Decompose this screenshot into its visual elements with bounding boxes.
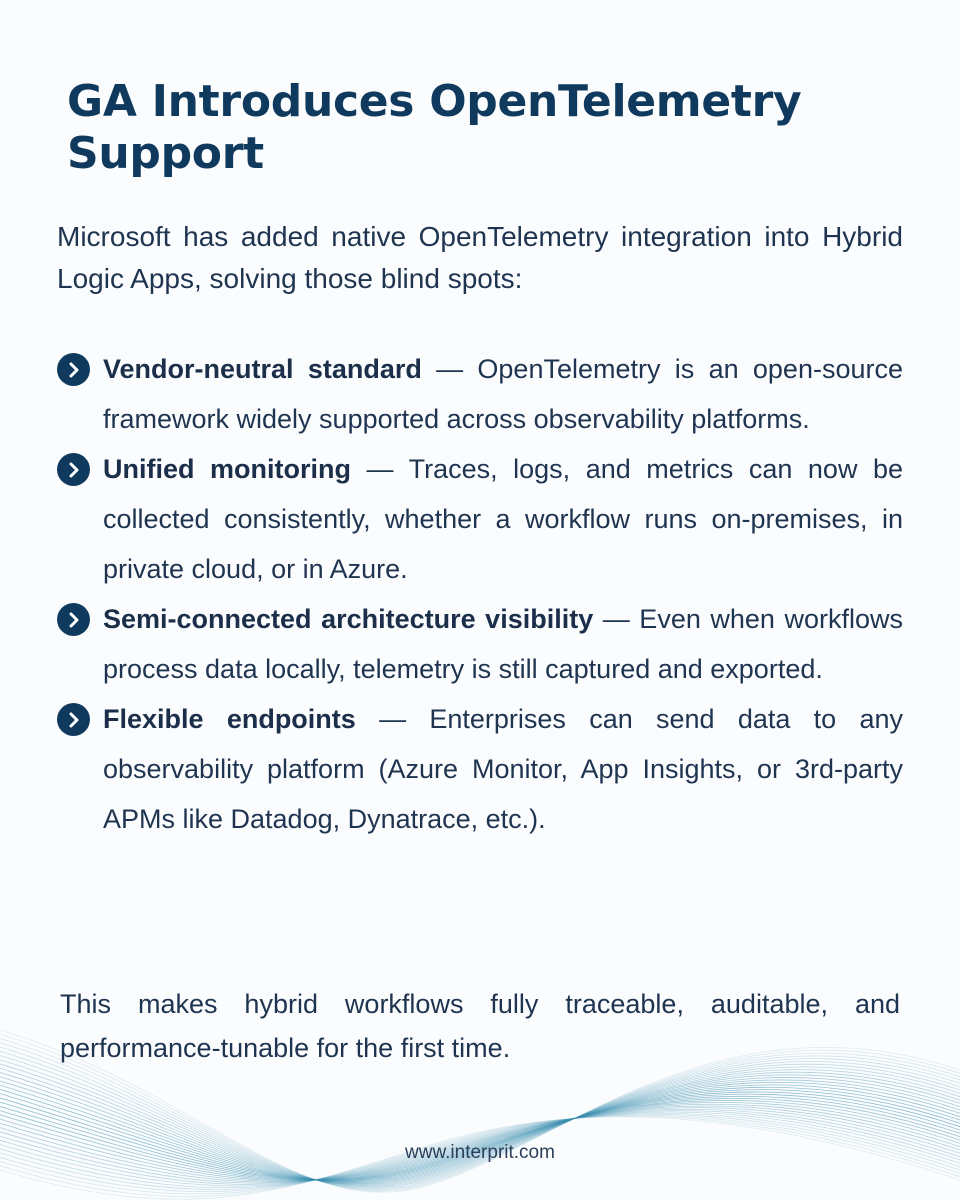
bullet-heading: Semi-connected architecture visibility <box>103 604 594 634</box>
bullet-text: — Even when workflows process data locally, telemetry is still captured and exported. <box>103 604 903 684</box>
bullet-list <box>57 344 903 844</box>
page-title: GA Introduces OpenTelemetry Support <box>67 76 802 179</box>
bullet-item-vendor-neutral <box>57 344 903 444</box>
chevron-right-icon <box>57 603 90 636</box>
bullet-heading: Flexible endpoints <box>103 704 356 734</box>
footer-url: www.interprit.com <box>405 1142 555 1163</box>
bullet-item-unified-monitoring <box>57 444 903 594</box>
wave-line <box>0 1064 960 1185</box>
bullet-item-flexible-endpoints <box>57 694 903 844</box>
conclusion-paragraph: This makes hybrid workflows fully traceable, auditable, and performance-tunable for the first time. <box>60 989 900 1063</box>
bullet-text: — Enterprises can send data to any observability platform (Azure Monitor, App Insights, or 3rd-party APMs like Datadog, Dynatrace, etc.). <box>103 704 903 834</box>
wave-line <box>0 1072 960 1183</box>
bullet-heading: Unified monitoring <box>103 454 352 484</box>
chevron-right-icon <box>57 353 90 386</box>
chevron-right-icon <box>57 453 90 486</box>
bullet-text: — Traces, logs, and metrics can now be collected consistently, whether a workflow runs on-premises, in private cloud, or in Azure. <box>103 454 904 584</box>
wave-line <box>0 1051 960 1187</box>
bullet-heading: Vendor-neutral standard <box>103 354 422 384</box>
bullet-item-semi-connected <box>57 594 903 694</box>
intro-paragraph: Microsoft has added native OpenTelemetry integration into Hybrid Logic Apps, solving those blind spots: <box>57 221 903 294</box>
bullet-text: — OpenTelemetry is an open-source framework widely supported across observability platforms. <box>103 354 903 434</box>
chevron-right-icon <box>57 703 90 736</box>
